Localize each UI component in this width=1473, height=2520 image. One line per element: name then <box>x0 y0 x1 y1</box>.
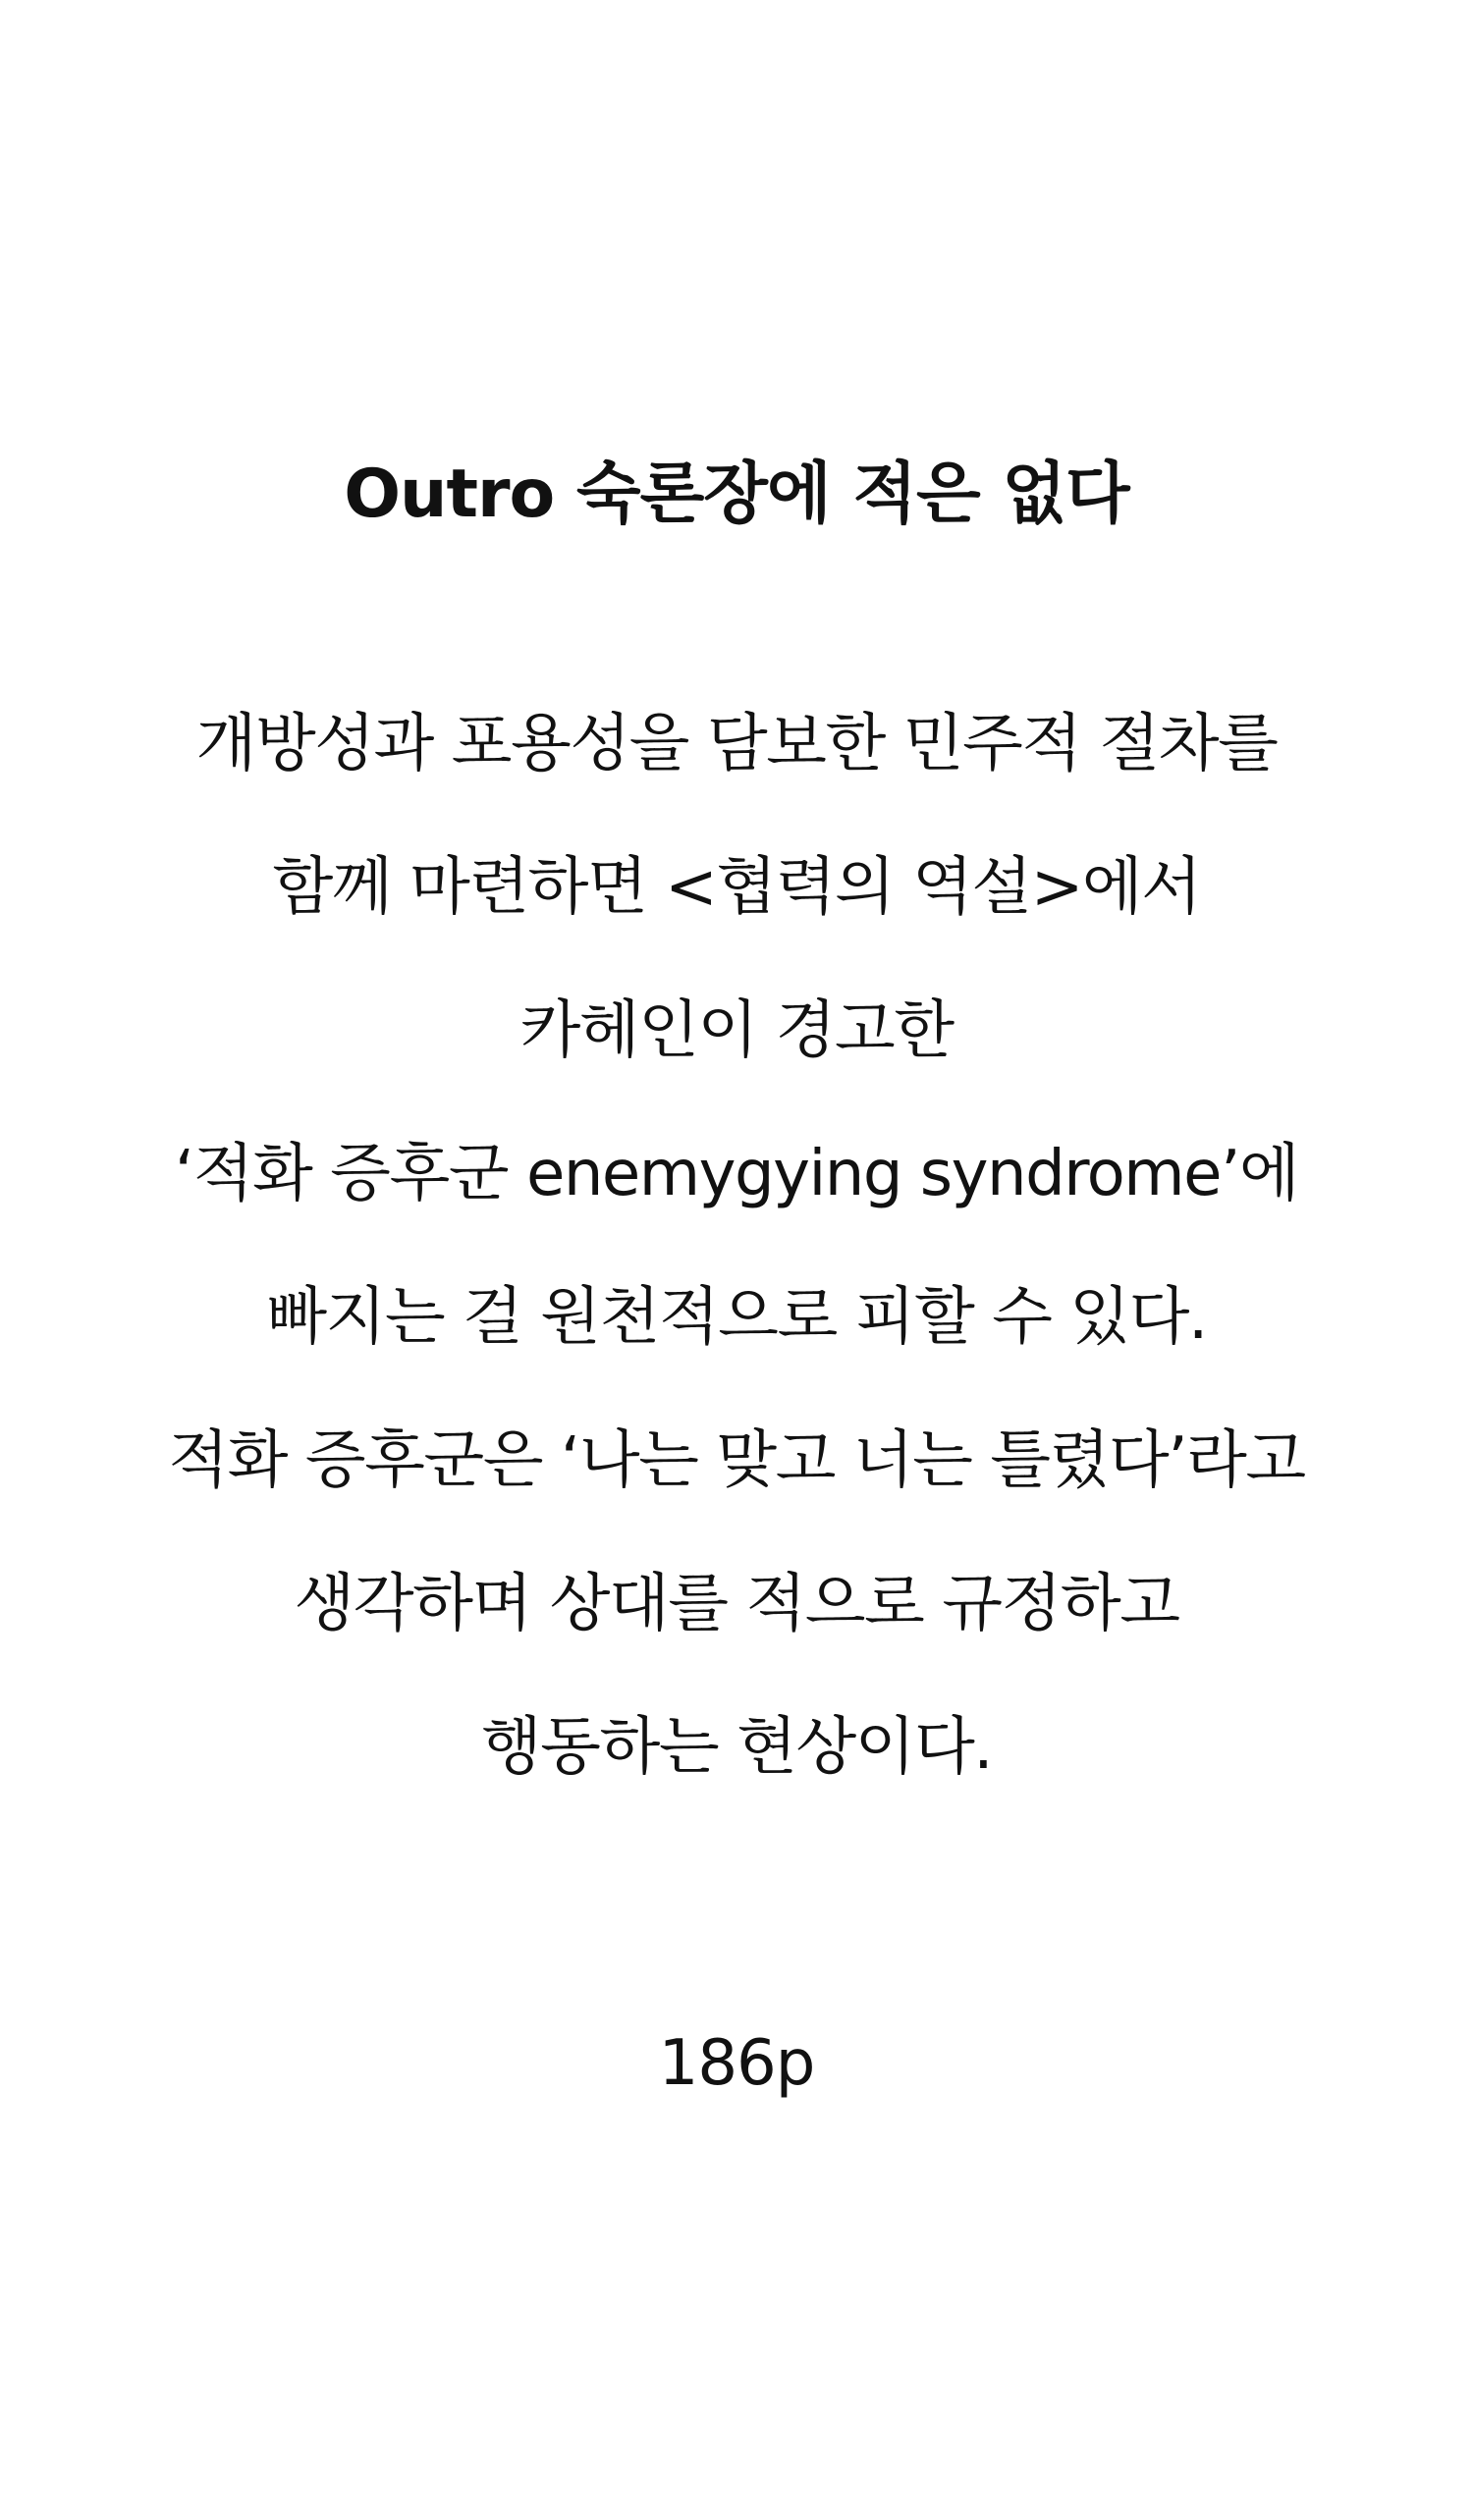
quote-line: 생각하며 상대를 적으로 규정하고 <box>294 1568 1179 1640</box>
quote-text <box>0 697 1473 1844</box>
quote-line: 행동하는 현상이다. <box>480 1711 993 1784</box>
quote-line: ‘적화 증후군 enemygying syndrome’에 <box>174 1138 1299 1210</box>
quote-line: 개방성과 포용성을 담보한 민주적 절차를 <box>195 708 1278 780</box>
page-number: 186p <box>658 2027 815 2100</box>
quote-line: 카헤인이 경고한 <box>519 994 954 1067</box>
page-title: Outro 숙론장에 적은 없다 <box>344 455 1129 533</box>
quote-line: 함께 마련하면 <협력의 역설>에서 <box>272 851 1201 924</box>
quote-line: 적화 증후군은 ‘나는 맞고 너는 틀렸다’라고 <box>168 1424 1305 1497</box>
quote-line: 빠지는 걸 원천적으로 피할 수 있다. <box>266 1281 1207 1354</box>
